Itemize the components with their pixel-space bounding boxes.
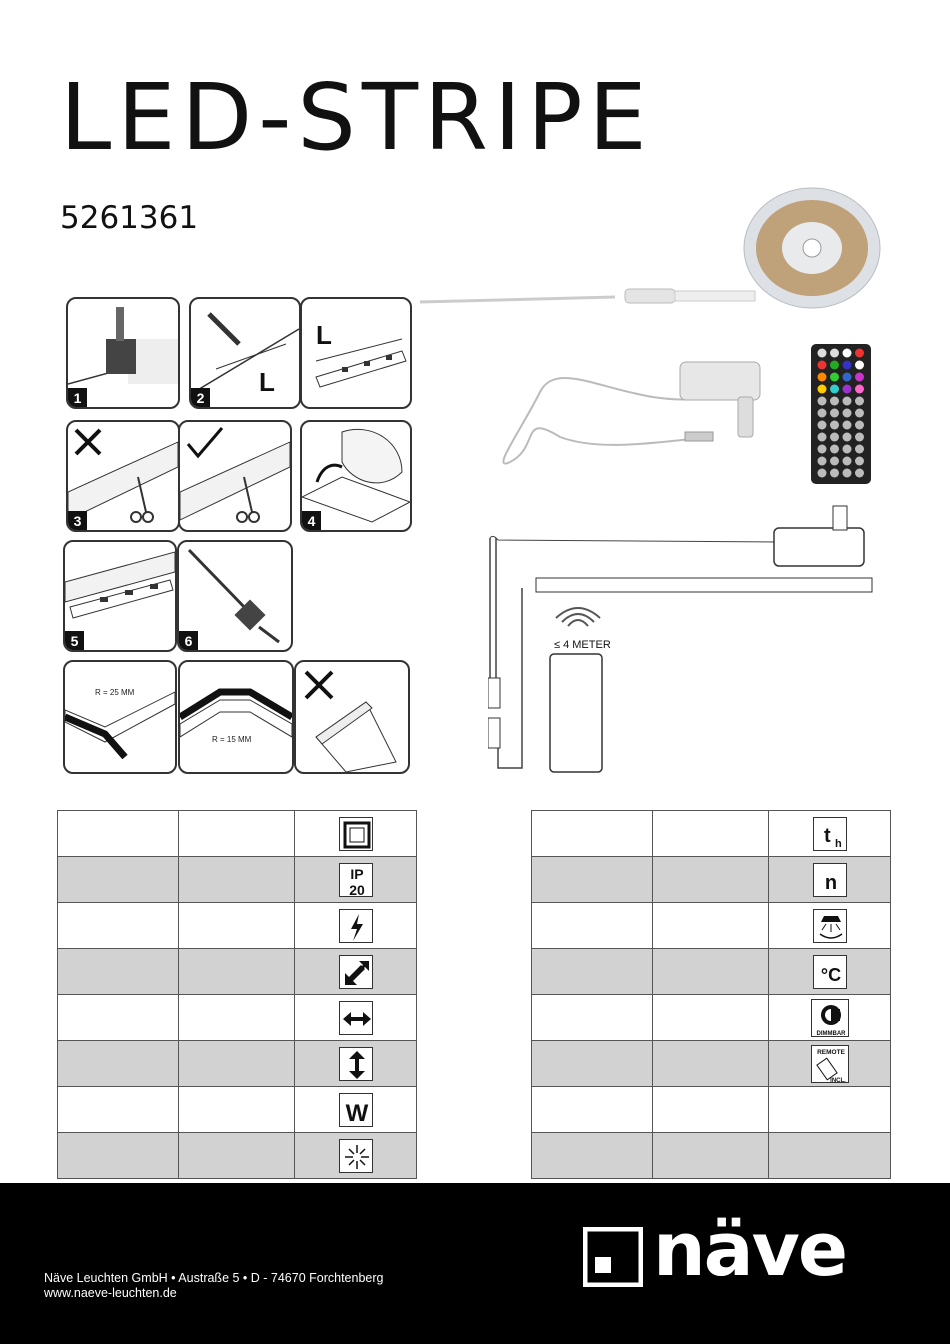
svg-text:n: n	[824, 871, 837, 894]
remote-button	[818, 457, 827, 466]
table-row	[532, 949, 891, 995]
remote-button	[855, 397, 864, 406]
table-row	[58, 995, 417, 1041]
remote-button	[855, 469, 864, 478]
spec-table-right	[531, 810, 891, 1179]
svg-text:t: t	[823, 824, 831, 847]
remote-button	[818, 433, 827, 442]
step-number: 5	[65, 631, 84, 650]
step-number: 3	[68, 511, 87, 530]
length-label: L	[316, 320, 332, 350]
remote-button	[855, 385, 864, 394]
remote-button	[843, 361, 852, 370]
step-2-panel	[189, 297, 301, 409]
remote-control-icon	[811, 1045, 849, 1083]
naeve-logo	[583, 1207, 847, 1293]
remote-button	[818, 361, 827, 370]
remote-button	[830, 421, 839, 430]
remote-button	[830, 469, 839, 478]
watt-icon	[339, 1093, 373, 1127]
logo-wordmark: näve	[653, 1207, 847, 1293]
remote-button	[843, 385, 852, 394]
product-title: LED-STRIPE	[60, 64, 653, 171]
table-row	[58, 857, 417, 903]
remote-button	[818, 349, 827, 358]
remote-button	[843, 373, 852, 382]
step-1-panel	[66, 297, 180, 409]
step-6-panel	[177, 540, 293, 652]
remote-button	[843, 421, 852, 430]
led-reel-image	[415, 185, 885, 325]
step-3-wrong-panel	[66, 420, 180, 532]
beam-angle-icon	[813, 909, 847, 943]
svg-text:W: W	[345, 1099, 368, 1127]
table-row	[532, 1041, 891, 1087]
svg-text:20: 20	[348, 881, 365, 898]
power-icon	[339, 955, 373, 989]
remote-button	[843, 397, 852, 406]
table-row	[532, 903, 891, 949]
table-row	[532, 1087, 891, 1133]
svg-text:INCL.: INCL.	[829, 1077, 846, 1084]
bend-radius-25-panel	[63, 660, 177, 774]
step-number: 2	[191, 388, 210, 407]
spec-table-left	[57, 810, 417, 1179]
radius-25-label: R = 25 MM	[95, 688, 135, 697]
remote-button	[830, 397, 839, 406]
table-row	[532, 995, 891, 1041]
remote-button	[818, 421, 827, 430]
ip20-icon	[339, 863, 373, 897]
step-number: 6	[179, 631, 198, 650]
bend-wrong-panel	[294, 660, 410, 774]
remote-button	[830, 445, 839, 454]
power-adapter-image	[480, 352, 780, 482]
address-line: Näve Leuchten GmbH • Austraße 5 • D - 74670 Forchtenberg	[44, 1271, 384, 1285]
color-temperature-icon	[813, 955, 847, 989]
step-length-panel	[300, 297, 412, 409]
wiring-diagram	[488, 498, 880, 778]
table-row	[58, 811, 417, 857]
step-4-panel	[300, 420, 412, 532]
lifetime-icon	[813, 817, 847, 851]
remote-button	[855, 421, 864, 430]
table-row	[532, 811, 891, 857]
table-row	[532, 857, 891, 903]
remote-button	[818, 469, 827, 478]
remote-button	[830, 457, 839, 466]
table-row	[58, 1041, 417, 1087]
remote-button	[855, 409, 864, 418]
height-icon	[339, 1047, 373, 1081]
remote-button	[855, 349, 864, 358]
remote-button	[818, 385, 827, 394]
range-label: ≤ 4 METER	[554, 639, 611, 651]
remote-button	[830, 361, 839, 370]
length-label: L	[259, 367, 275, 397]
svg-text:h: h	[834, 837, 842, 850]
website-link[interactable]: www.naeve-leuchten.de	[44, 1286, 177, 1300]
remote-button	[855, 445, 864, 454]
svg-text:°C: °C	[820, 964, 841, 985]
table-row	[58, 903, 417, 949]
svg-text:IP: IP	[349, 865, 364, 882]
remote-button	[843, 457, 852, 466]
remote-button	[830, 409, 839, 418]
step-number: 1	[68, 388, 87, 407]
step-5-panel	[63, 540, 177, 652]
remote-button	[855, 433, 864, 442]
table-row	[58, 1087, 417, 1133]
remote-button	[843, 469, 852, 478]
remote-button	[818, 397, 827, 406]
footer	[0, 1183, 950, 1344]
svg-text:REMOTE: REMOTE	[816, 1048, 845, 1056]
remote-button	[818, 409, 827, 418]
remote-button	[855, 361, 864, 370]
luminous-flux-icon	[339, 1139, 373, 1173]
remote-button	[843, 445, 852, 454]
remote-button	[855, 373, 864, 382]
remote-button	[818, 445, 827, 454]
remote-button	[855, 457, 864, 466]
remote-button	[843, 409, 852, 418]
company-address	[44, 1271, 383, 1301]
article-number: 5261361	[60, 200, 199, 236]
remote-button	[830, 433, 839, 442]
remote-control-image	[810, 343, 872, 485]
dimmable-icon	[811, 999, 849, 1037]
remote-button	[843, 433, 852, 442]
table-row	[58, 1133, 417, 1179]
bend-radius-15-panel	[178, 660, 294, 774]
step-number: 4	[302, 511, 321, 530]
remote-button	[830, 349, 839, 358]
voltage-icon	[339, 909, 373, 943]
remote-button	[818, 373, 827, 382]
switching-cycles-icon	[813, 863, 847, 897]
remote-button	[843, 349, 852, 358]
table-row	[58, 949, 417, 995]
remote-button	[830, 373, 839, 382]
length-icon	[339, 1001, 373, 1035]
radius-15-label: R = 15 MM	[212, 735, 252, 744]
svg-text:DIMMBAR: DIMMBAR	[816, 1030, 845, 1037]
protection-class-2-icon	[339, 817, 373, 851]
remote-button	[830, 385, 839, 394]
table-row	[532, 1133, 891, 1179]
step-3-correct-panel	[178, 420, 292, 532]
